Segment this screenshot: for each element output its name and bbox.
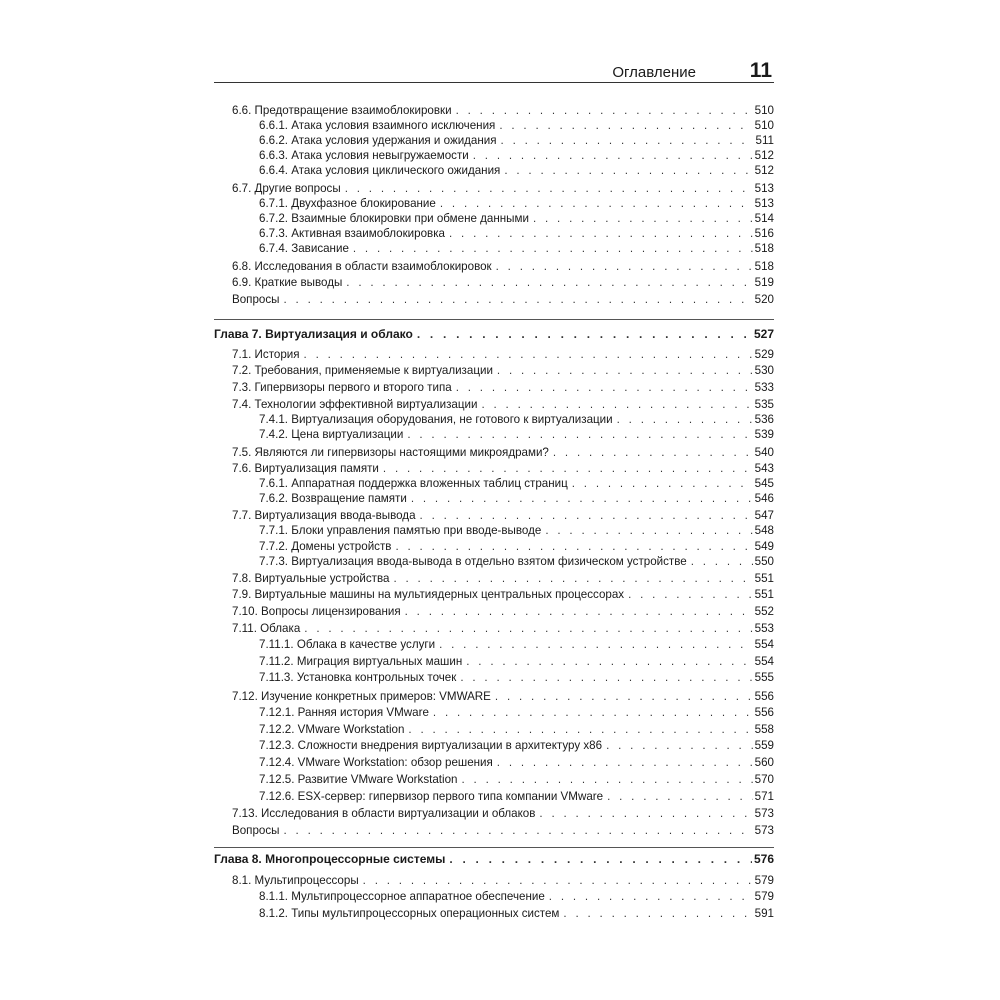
- toc-entry-label: 7.12.6. ESX-сервер: гипервизор первого типа компании VMware: [259, 790, 604, 803]
- toc-leader-dots: [304, 347, 753, 362]
- toc-entry-page: 547: [754, 509, 774, 522]
- toc-entry-page: 552: [754, 605, 774, 618]
- toc-entry-label: 6.7.1. Двухфазное блокирование: [259, 197, 436, 210]
- toc-entry: [214, 275, 774, 290]
- toc-entry-page: 549: [754, 540, 774, 553]
- toc-entry-page: 533: [754, 381, 774, 394]
- toc-leader-dots: [497, 755, 753, 770]
- toc-leader-dots: [460, 670, 752, 685]
- toc-entry: [214, 738, 774, 753]
- header-title: Оглавление: [612, 64, 696, 81]
- toc-entry-page: 579: [754, 874, 774, 887]
- toc-entry: [214, 873, 774, 888]
- toc-entry: [214, 259, 774, 274]
- toc-entry-label: 7.13. Исследования в области виртуализации и облаков: [232, 807, 536, 820]
- toc-leader-dots: [417, 327, 752, 342]
- toc-entry: [214, 722, 774, 737]
- toc-leader-dots: [284, 823, 753, 838]
- toc-entry-page: 546: [754, 492, 774, 505]
- toc-entry-page: 570: [754, 773, 774, 786]
- toc-entry-label: 7.7.1. Блоки управления памятью при вводе-выводе: [259, 524, 542, 537]
- toc-entry: [214, 571, 774, 586]
- toc-entry-page: 513: [754, 182, 774, 195]
- toc-entry-page: 510: [754, 119, 774, 132]
- toc-leader-dots: [284, 292, 753, 307]
- toc-entry-label: 7.11.1. Облака в качестве услуги: [259, 638, 436, 651]
- toc-leader-dots: [449, 852, 752, 867]
- toc-entry-label: 7.3. Гипервизоры первого и второго типа: [232, 381, 452, 394]
- toc-leader-dots: [496, 259, 753, 274]
- toc-entry-label: 7.12.5. Развитие VMware Workstation: [259, 773, 458, 786]
- toc-entry-page: 553: [754, 622, 774, 635]
- toc-entry-label: 7.4. Технологии эффективной виртуализации: [232, 398, 478, 411]
- toc-entry-label: 7.11.2. Миграция виртуальных машин: [259, 655, 463, 668]
- toc-leader-dots: [393, 571, 752, 586]
- chapter-separator: [214, 319, 774, 320]
- toc-leader-dots: [407, 427, 752, 442]
- toc-leader-dots: [433, 705, 753, 720]
- toc-entry-page: 512: [754, 149, 774, 162]
- toc-entry: [214, 789, 774, 804]
- toc-leader-dots: [617, 412, 753, 427]
- toc-entry-page: 519: [754, 276, 774, 289]
- toc-leader-dots: [549, 889, 753, 904]
- toc-entry-label: 6.8. Исследования в области взаимоблокировок: [232, 260, 492, 273]
- toc-leader-dots: [304, 621, 752, 636]
- toc-entry: [214, 806, 774, 821]
- toc-entry-page: 555: [754, 671, 774, 684]
- toc-leader-dots: [504, 163, 752, 178]
- toc-leader-dots: [456, 380, 753, 395]
- header-page-number: 11: [749, 59, 772, 82]
- toc-entry: [214, 705, 774, 720]
- toc-leader-dots: [395, 539, 752, 554]
- toc-leader-dots: [563, 906, 752, 921]
- toc-entry-page: 573: [754, 807, 774, 820]
- toc-leader-dots: [691, 554, 753, 569]
- toc-entry-label: 7.1. История: [232, 348, 300, 361]
- toc-entry-label: 7.8. Виртуальные устройства: [232, 572, 390, 585]
- toc-entry-label: Вопросы: [232, 824, 280, 837]
- toc-entry: [214, 823, 774, 838]
- toc-leader-dots: [440, 196, 753, 211]
- toc-entry-page: 550: [754, 555, 774, 568]
- toc-entry-page: 530: [754, 364, 774, 377]
- toc-entry-page: 545: [754, 477, 774, 490]
- toc-entry-label: 7.2. Требования, применяемые к виртуализации: [232, 364, 493, 377]
- toc-entry-label: 7.6. Виртуализация памяти: [232, 462, 379, 475]
- toc-entry-label: 6.6.1. Атака условия взаимного исключения: [259, 119, 496, 132]
- toc-entry-page: 536: [754, 413, 774, 426]
- toc-entry-page: 560: [754, 756, 774, 769]
- toc-entry: [214, 181, 774, 196]
- toc-entry-page: 591: [754, 907, 774, 920]
- toc-entry-label: 7.9. Виртуальные машины на мультиядерных центральных процессорах: [232, 588, 625, 601]
- toc-leader-dots: [495, 689, 753, 704]
- toc-entry-page: 539: [754, 428, 774, 441]
- toc-entry-label: 7.7.2. Домены устройств: [259, 540, 392, 553]
- toc-entry-page: 556: [754, 706, 774, 719]
- toc-entry-label: 7.12.4. VMware Workstation: обзор решения: [259, 756, 493, 769]
- toc-entry-label: 7.11. Облака: [232, 622, 301, 635]
- toc-entry-page: 576: [753, 852, 774, 866]
- toc-entry-label: 7.4.2. Цена виртуализации: [259, 428, 404, 441]
- toc-leader-dots: [439, 637, 753, 652]
- toc-entry: [214, 755, 774, 770]
- toc-entry-label: Глава 7. Виртуализация и облако: [214, 327, 413, 341]
- toc-entry-page: 512: [754, 164, 774, 177]
- toc-entry: [214, 539, 774, 554]
- toc-entry-label: 6.6.2. Атака условия удержания и ожидания: [259, 134, 497, 147]
- toc-entry-label: 7.11.3. Установка контрольных точек: [259, 671, 457, 684]
- toc-leader-dots: [408, 722, 752, 737]
- toc-entry: [214, 637, 774, 652]
- toc-leader-dots: [473, 148, 753, 163]
- toc-entry-page: 510: [754, 104, 774, 117]
- toc-entry-label: 7.6.1. Аппаратная поддержка вложенных таблиц страниц: [259, 477, 568, 490]
- toc-leader-dots: [572, 476, 753, 491]
- toc-entry: [214, 654, 774, 669]
- toc-entry-label: 7.10. Вопросы лицензирования: [232, 605, 401, 618]
- toc-entry: [214, 133, 774, 148]
- toc-entry-page: 514: [754, 212, 774, 225]
- toc-entry: [214, 491, 774, 506]
- toc-entry-page: 556: [754, 690, 774, 703]
- toc-entry-page: 551: [754, 572, 774, 585]
- toc-leader-dots: [553, 445, 753, 460]
- toc-entry-page: 529: [754, 348, 774, 361]
- toc-entry-label: 6.7. Другие вопросы: [232, 182, 341, 195]
- toc-leader-dots: [497, 363, 753, 378]
- toc-entry: [214, 211, 774, 226]
- toc-entry: [214, 380, 774, 395]
- toc-leader-dots: [456, 103, 753, 118]
- toc-entry-page: 518: [754, 242, 774, 255]
- toc-entry-page: 543: [754, 462, 774, 475]
- toc-leader-dots: [533, 211, 753, 226]
- toc-leader-dots: [606, 738, 753, 753]
- toc-entry-page: 518: [754, 260, 774, 273]
- toc-entry: [214, 163, 774, 178]
- running-header: [214, 58, 774, 83]
- toc-entry: [214, 118, 774, 133]
- toc-leader-dots: [353, 241, 753, 256]
- toc-leader-dots: [405, 604, 753, 619]
- toc-entry-label: 6.6. Предотвращение взаимоблокировки: [232, 104, 452, 117]
- toc-entry: [214, 523, 774, 538]
- toc-entry: [214, 103, 774, 118]
- toc-leader-dots: [481, 397, 752, 412]
- toc-entry-label: 7.6.2. Возвращение памяти: [259, 492, 407, 505]
- toc-entry-page: 554: [754, 638, 774, 651]
- toc-leader-dots: [607, 789, 753, 804]
- toc-leader-dots: [501, 133, 754, 148]
- toc-entry-label: 7.7.3. Виртуализация ввода-вывода в отдельно взятом физическом устройстве: [259, 555, 687, 568]
- toc-entry: [214, 427, 774, 442]
- toc-leader-dots: [499, 118, 752, 133]
- toc-entry-label: 7.12.1. Ранняя история VMware: [259, 706, 429, 719]
- toc-entry-page: 559: [754, 739, 774, 752]
- toc-entry: [214, 508, 774, 523]
- toc-entry-page: 520: [754, 293, 774, 306]
- toc-entry: [214, 241, 774, 256]
- toc-leader-dots: [628, 587, 753, 602]
- toc-entry: [214, 412, 774, 427]
- toc-entry-page: 513: [754, 197, 774, 210]
- toc-entry-page: 548: [754, 524, 774, 537]
- toc-entry-page: 527: [753, 327, 774, 341]
- toc-leader-dots: [383, 461, 753, 476]
- toc-entry: [214, 906, 774, 921]
- toc-entry: [214, 689, 774, 704]
- toc-entry-page: 540: [754, 446, 774, 459]
- toc-entry-label: 8.1.2. Типы мультипроцессорных операционных систем: [259, 907, 560, 920]
- toc-entry: [214, 772, 774, 787]
- toc-chapter-entry: [214, 852, 774, 867]
- toc-entry: [214, 148, 774, 163]
- toc-entry-label: 6.7.2. Взаимные блокировки при обмене данными: [259, 212, 529, 225]
- toc-entry: [214, 292, 774, 307]
- toc-entry-label: 7.12. Изучение конкретных примеров: VMWARE: [232, 690, 491, 703]
- toc-entry-page: 511: [755, 134, 774, 147]
- toc-entry-page: 516: [754, 227, 774, 240]
- toc-entry-page: 535: [754, 398, 774, 411]
- toc-leader-dots: [449, 226, 753, 241]
- toc-entry-label: 6.7.4. Зависание: [259, 242, 349, 255]
- toc-entry: [214, 621, 774, 636]
- toc-entry-label: 7.5. Являются ли гипервизоры настоящими микроядрами?: [232, 446, 549, 459]
- toc-entry-page: 573: [754, 824, 774, 837]
- toc-leader-dots: [346, 275, 752, 290]
- toc-leader-dots: [539, 806, 752, 821]
- toc-entry-page: 551: [754, 588, 774, 601]
- toc-entry: [214, 445, 774, 460]
- toc-entry-label: 7.4.1. Виртуализация оборудования, не готового к виртуализации: [259, 413, 613, 426]
- toc-entry: [214, 196, 774, 211]
- toc-entry-label: 8.1.1. Мультипроцессорное аппаратное обеспечение: [259, 890, 545, 903]
- toc-chapter-entry: [214, 327, 774, 342]
- toc-entry: [214, 461, 774, 476]
- toc-entry-page: 571: [754, 790, 774, 803]
- toc-leader-dots: [345, 181, 753, 196]
- toc-leader-dots: [466, 654, 752, 669]
- toc-entry-label: 7.12.2. VMware Workstation: [259, 723, 405, 736]
- toc-leader-dots: [545, 523, 752, 538]
- toc-entry-label: Глава 8. Многопроцессорные системы: [214, 852, 446, 866]
- toc-entry: [214, 226, 774, 241]
- toc-entry: [214, 889, 774, 904]
- toc-entry-label: Вопросы: [232, 293, 280, 306]
- toc-entry: [214, 604, 774, 619]
- toc-entry-label: 7.7. Виртуализация ввода-вывода: [232, 509, 416, 522]
- toc-entry: [214, 476, 774, 491]
- toc-entry: [214, 670, 774, 685]
- toc-entry-label: 6.6.4. Атака условия циклического ожидания: [259, 164, 501, 177]
- toc-entry: [214, 587, 774, 602]
- toc-entry: [214, 397, 774, 412]
- chapter-separator: [214, 847, 774, 848]
- toc-leader-dots: [420, 508, 753, 523]
- toc-entry: [214, 554, 774, 569]
- toc-entry-label: 6.9. Краткие выводы: [232, 276, 343, 289]
- toc-entry: [214, 347, 774, 362]
- toc-entry-page: 579: [754, 890, 774, 903]
- toc-entry-page: 554: [754, 655, 774, 668]
- toc-entry-label: 6.7.3. Активная взаимоблокировка: [259, 227, 445, 240]
- toc-entry-label: 8.1. Мультипроцессоры: [232, 874, 359, 887]
- toc-leader-dots: [411, 491, 753, 506]
- toc-leader-dots: [363, 873, 753, 888]
- toc-entry: [214, 363, 774, 378]
- toc-entry-page: 558: [754, 723, 774, 736]
- toc-entry-label: 6.6.3. Атака условия невыгружаемости: [259, 149, 469, 162]
- toc-leader-dots: [462, 772, 753, 787]
- toc-entry-label: 7.12.3. Сложности внедрения виртуализации в архитектуру x86: [259, 739, 603, 752]
